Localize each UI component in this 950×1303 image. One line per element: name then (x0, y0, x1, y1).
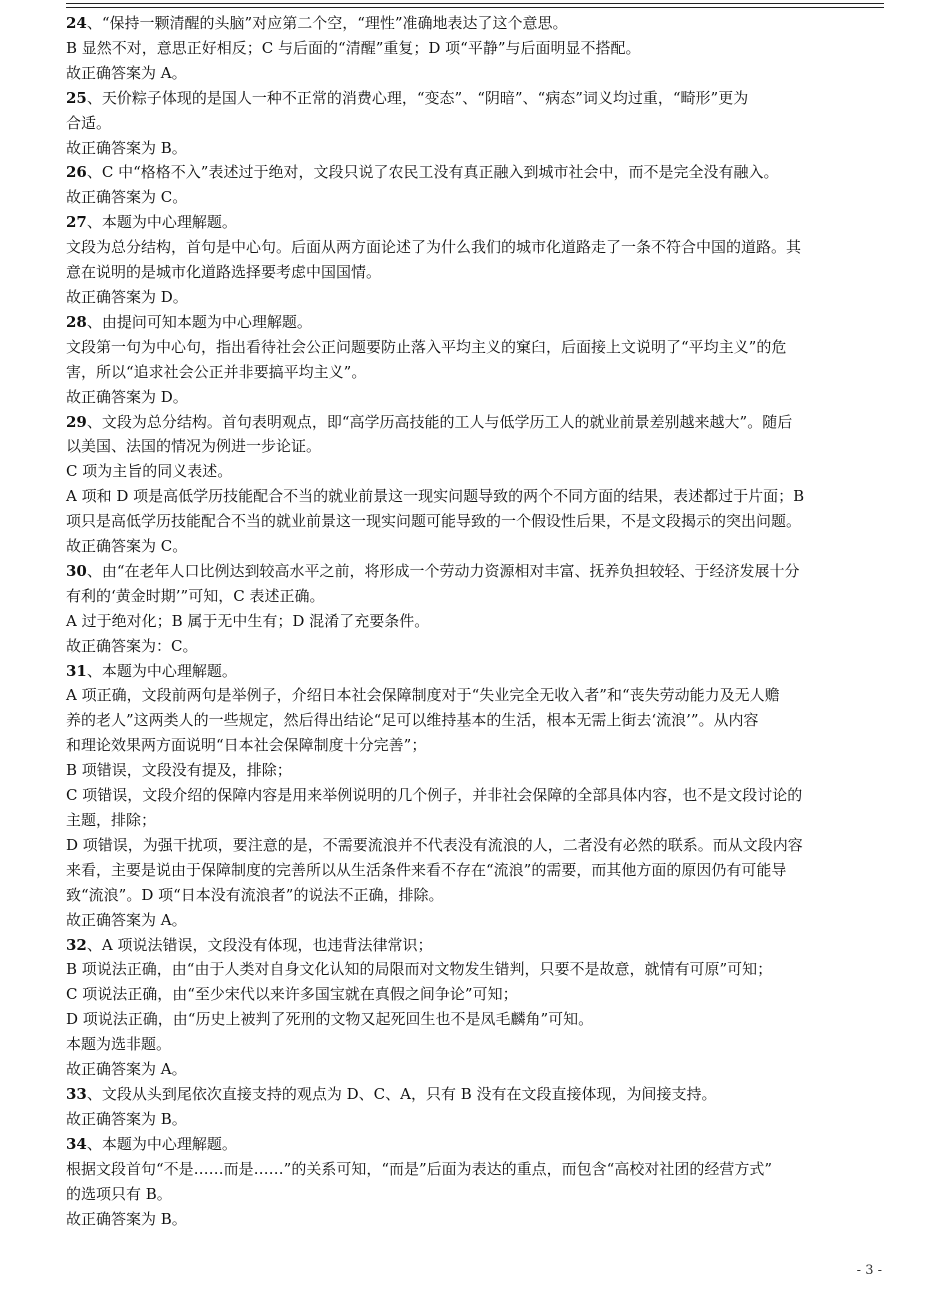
line-text: B 项错误，文段没有提及，排除； (66, 761, 292, 780)
line-text: B 项说法正确，由“由于人类对自身文化认知的局限而对文物发生错判，只要不是故意，就情有可原”可知； (66, 960, 773, 979)
text-line (66, 584, 886, 609)
line-text: 项只是高低学历技能配合不当的就业前景这一现实问题可能导致的一个假设性后果，不是文段揭示的突出问题。 (66, 512, 802, 531)
line-text: 意在说明的是城市化道路选择要考虑中国国情。 (66, 263, 382, 282)
line-text: 和理论效果两方面说明“日本社会保障制度十分完善”； (66, 736, 427, 755)
text-line (66, 708, 886, 733)
question-number: 28 (66, 312, 87, 331)
question-line (66, 160, 886, 185)
text-line (66, 808, 886, 833)
line-text: 文段第一句为中心句，指出看待社会公正问题要防止落入平均主义的窠臼，后面接上文说明了“平均主义”的危 (66, 337, 787, 356)
line-text: 、本题为中心理解题。 (86, 213, 237, 232)
question-line (66, 559, 886, 584)
text-line (66, 385, 886, 410)
line-text: 故正确答案为：C。 (66, 636, 198, 655)
question-number: 24 (66, 14, 87, 32)
line-text: 、文段从头到尾依次直接支持的观点为 D、C、A，只有 B 没有在文段直接体现，为间接支持。 (86, 1084, 717, 1103)
line-text: 故正确答案为 D。 (66, 287, 188, 306)
text-line (66, 1107, 886, 1132)
line-text: D 项说法正确，由“历史上被判了死刑的文物又起死回生也不是凤毛麟角”可知。 (66, 1010, 594, 1029)
text-line (66, 1157, 886, 1182)
line-text: 来看，主要是说由于保障制度的完善所以从生活条件来看不存在“流浪”的需要，而其他方面的原因仍有可能导 (66, 860, 787, 879)
line-text: 、A 项说法错误，文段没有体现，也违背法律常识； (86, 935, 433, 954)
line-text: 文段为总分结构，首句是中心句。后面从两方面论述了为什么我们的城市化道路走了一条不符合中国的道路。其 (66, 238, 802, 257)
line-text: 、C 中“格格不入”表述过于绝对，文段只说了农民工没有真正融入到城市社会中，而不是完全没有融入。 (86, 163, 779, 182)
question-number: 30 (66, 561, 87, 580)
question-number: 33 (66, 1084, 87, 1103)
text-line (66, 683, 886, 708)
text-line (66, 1032, 886, 1057)
question-number: 26 (66, 163, 87, 182)
line-text: 故正确答案为 A。 (66, 1060, 187, 1079)
line-text: 致“流浪”。D 项“日本没有流浪者”的说法不正确，排除。 (66, 885, 444, 904)
question-number: 25 (66, 88, 87, 107)
line-text: 故正确答案为 B。 (66, 1109, 187, 1128)
line-text: 、本题为中心理解题。 (86, 661, 237, 680)
text-line (66, 609, 886, 634)
line-text: 本题为选非题。 (66, 1035, 172, 1054)
line-text: 故正确答案为 C。 (66, 537, 188, 556)
question-line (66, 659, 886, 684)
line-text: C 项说法正确，由“至少宋代以来许多国宝就在真假之间争论”可知； (66, 985, 518, 1004)
text-line (66, 36, 886, 61)
line-text: 故正确答案为 B。 (66, 1209, 187, 1228)
line-text: 故正确答案为 C。 (66, 188, 188, 207)
text-line (66, 434, 886, 459)
header-rule-bottom (66, 7, 884, 8)
line-text: 故正确答案为 B。 (66, 138, 187, 157)
text-line (66, 1182, 886, 1207)
line-text: 的选项只有 B。 (66, 1184, 172, 1203)
text-line (66, 285, 886, 310)
text-line (66, 833, 886, 858)
line-text: 故正确答案为 D。 (66, 387, 188, 406)
question-number: 27 (66, 213, 87, 232)
text-line (66, 484, 886, 509)
question-line (66, 1082, 886, 1107)
line-text: 、由“在老年人口比例达到较高水平之前，将形成一个劳动力资源相对丰富、抚养负担较轻、于经济发展十分 (86, 561, 800, 580)
page-number: - 3 - (856, 1263, 882, 1278)
line-text: 、由提问可知本题为中心理解题。 (86, 312, 312, 331)
question-number: 32 (66, 935, 87, 954)
text-line (66, 883, 886, 908)
line-text: 害，所以“追求社会公正并非要搞平均主义”。 (66, 362, 367, 381)
line-text: C 项为主旨的同义表述。 (66, 462, 233, 481)
text-line (66, 982, 886, 1007)
question-line (66, 310, 886, 335)
text-line (66, 858, 886, 883)
question-line (66, 410, 886, 435)
question-line (66, 11, 886, 36)
line-text: 主题，排除； (66, 811, 157, 829)
text-line (66, 509, 886, 534)
text-line (66, 235, 886, 260)
line-text: D 项错误，为强干扰项，要注意的是，不需要流浪并不代表没有流浪的人，二者没有必然的联系。而从文段内容 (66, 835, 803, 854)
text-line (66, 783, 886, 808)
text-line (66, 360, 886, 385)
line-text: 有利的‘黄金时期’”可知，C 表述正确。 (66, 586, 325, 605)
line-text: A 过于绝对化；B 属于无中生有；D 混淆了充要条件。 (66, 611, 430, 630)
text-line (66, 957, 886, 982)
question-line (66, 86, 886, 111)
question-line (66, 1132, 886, 1157)
line-text: 、天价粽子体现的是国人一种不正常的消费心理，“变态”、“阴暗”、“病态”词义均过重，“畸形”更为 (86, 88, 749, 107)
line-text: 合适。 (66, 113, 112, 132)
text-line (66, 1207, 886, 1232)
text-line (66, 758, 886, 783)
text-line (66, 260, 886, 285)
text-line (66, 111, 886, 136)
question-number: 34 (66, 1134, 87, 1153)
line-text: A 项和 D 项是高低学历技能配合不当的就业前景这一现实问题导致的两个不同方面的结果，表述都过于片面；B (66, 487, 805, 506)
text-line (66, 634, 886, 659)
line-text: 、文段为总分结构。首句表明观点，即“高学历高技能的工人与低学历工人的就业前景差别越来越大”。随后 (86, 412, 793, 431)
line-text: 以美国、法国的情况为例进一步论证。 (66, 437, 322, 456)
line-text: 养的老人”这两类人的一些规定，然后得出结论“足可以维持基本的生活，根本无需上街去‘流浪’”。从内容 (66, 711, 759, 730)
text-line (66, 908, 886, 933)
text-line (66, 459, 886, 484)
question-line (66, 933, 886, 958)
line-text: C 项错误，文段介绍的保障内容是用来举例说明的几个例子，并非社会保障的全部具体内容，也不是文段讨论的 (66, 786, 803, 805)
text-line (66, 136, 886, 161)
question-number: 31 (66, 661, 87, 680)
line-text: A 项正确，文段前两句是举例子，介绍日本社会保障制度对于“失业完全无收入者”和“丧失劳动能力及无人赡 (66, 686, 780, 705)
question-line (66, 210, 886, 235)
text-line (66, 1007, 886, 1032)
text-line (66, 534, 886, 559)
header-rule-top (66, 3, 884, 4)
answer-explanations (66, 11, 886, 1231)
line-text: 故正确答案为 A。 (66, 910, 187, 929)
text-line (66, 733, 886, 758)
line-text: 、“保持一颗清醒的头脑”对应第二个空，“理性”准确地表达了这个意思。 (86, 14, 568, 32)
text-line (66, 335, 886, 360)
line-text: 、本题为中心理解题。 (86, 1134, 237, 1153)
line-text: 故正确答案为 A。 (66, 63, 187, 82)
question-number: 29 (66, 412, 87, 431)
line-text: 根据文段首句“不是……而是……”的关系可知，“而是”后面为表达的重点，而包含“高校对社团的经营方式” (66, 1159, 773, 1178)
text-line (66, 185, 886, 210)
line-text: B 显然不对，意思正好相反；C 与后面的“清醒”重复；D 项“平静”与后面明显不搭配。 (66, 38, 641, 57)
text-line (66, 1057, 886, 1082)
text-line (66, 61, 886, 86)
